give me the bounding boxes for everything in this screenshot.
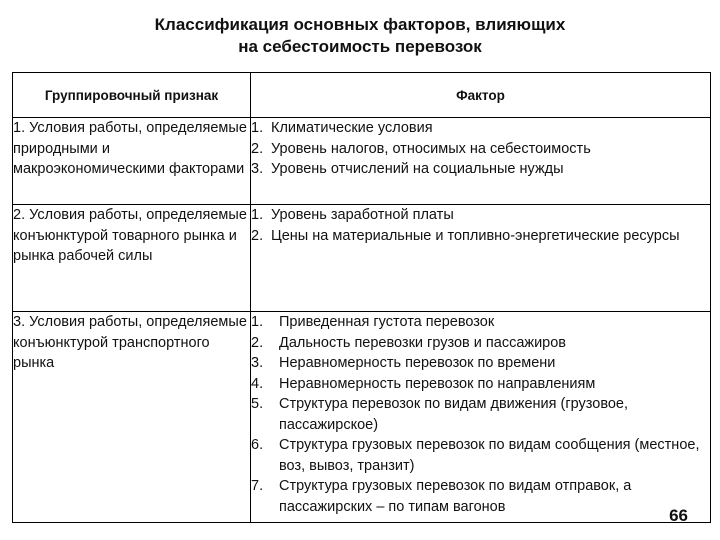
group-cell: 1. Условия работы, определяемые природными и макроэкономическими факторами (13, 118, 251, 205)
table-row (13, 312, 711, 523)
list-item-text: Уровень заработной платы (271, 207, 454, 223)
factor-list (251, 312, 710, 517)
list-item-number: 1. (251, 120, 264, 136)
list-item-number: 3. (251, 355, 264, 371)
table-row (13, 118, 711, 205)
list-item-number: 2. (251, 334, 264, 351)
list-item-text: Структура грузовых перевозок по видам отправок, а пассажирских – по типам вагонов (279, 478, 632, 515)
list-item-text: Структура перевозок по видам движения (грузовое, пассажирское) (279, 396, 629, 433)
list-item-text: Дальность перевозки грузов и пассажиров (279, 334, 567, 351)
list-item-number: 1. (251, 207, 264, 223)
list-item-text: Структура грузовых перевозок по видам сообщения (местное, воз, вывоз, транзит) (279, 437, 700, 474)
list-item (251, 394, 710, 435)
page-number: 66 (669, 506, 688, 525)
list-item-number: 6. (251, 437, 264, 453)
list-item-number: 4. (251, 375, 264, 392)
list-item (251, 374, 710, 395)
header-grouping-attribute: Группировочный признак (13, 73, 251, 118)
list-item-number: 3. (251, 161, 264, 177)
list-item-number: 7. (251, 478, 264, 494)
list-item (251, 312, 710, 333)
factor-cell (251, 118, 711, 205)
factor-cell (251, 312, 711, 523)
factor-list (251, 205, 710, 246)
header-factor: Фактор (251, 73, 711, 118)
list-item-text: Уровень налогов, относимых на себестоимость (271, 140, 591, 157)
list-item (251, 118, 710, 139)
list-item (251, 159, 710, 180)
list-item-text: Неравномерность перевозок по направлениям (279, 375, 596, 392)
list-item (251, 333, 710, 354)
list-item-number: 2. (251, 227, 264, 244)
group-cell: 3. Условия работы, определяемые конъюнктурой транспортного рынка (13, 312, 251, 523)
factor-list (251, 118, 710, 180)
list-item (251, 353, 710, 374)
list-item (251, 205, 710, 226)
list-item (251, 226, 710, 247)
title-line-1: Классификация основных факторов, влияющих (154, 15, 566, 34)
list-item-text: Цены на материальные и топливно-энергетические ресурсы (271, 227, 680, 244)
list-item-number: 5. (251, 396, 264, 412)
slide-title (0, 14, 720, 58)
table-header-row (13, 73, 711, 118)
title-line-2: на себестоимость перевозок (238, 37, 482, 56)
list-item-text: Неравномерность перевозок по времени (279, 355, 556, 371)
list-item (251, 435, 710, 476)
list-item-number: 1. (251, 314, 264, 330)
list-item-text: Климатические условия (271, 120, 433, 136)
list-item-text: Приведенная густота перевозок (279, 314, 495, 330)
factor-cell (251, 205, 711, 312)
table-row (13, 205, 711, 312)
list-item (251, 476, 710, 517)
group-cell: 2. Условия работы, определяемые конъюнктурой товарного рынка и рынка рабочей силы (13, 205, 251, 312)
list-item-number: 2. (251, 140, 264, 157)
factors-table (12, 72, 711, 523)
list-item (251, 139, 710, 160)
list-item-text: Уровень отчислений на социальные нужды (271, 161, 564, 177)
